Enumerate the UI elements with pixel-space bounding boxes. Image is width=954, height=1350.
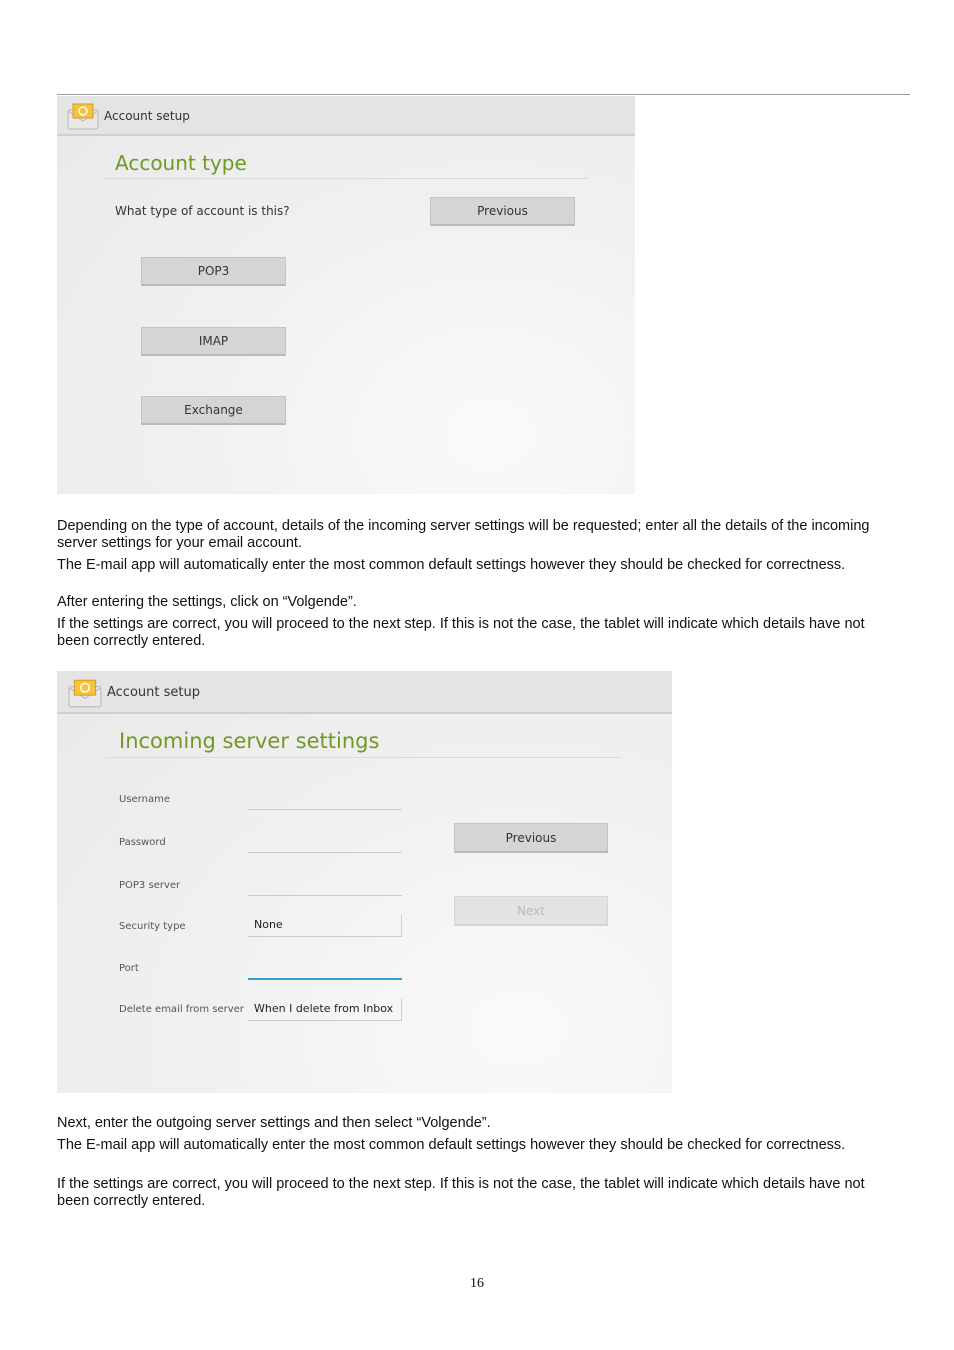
pop3-server-label: POP3 server <box>119 880 181 891</box>
bar-title: Account setup <box>107 685 200 700</box>
previous-button[interactable]: Previous <box>430 197 575 226</box>
incoming-server-screenshot <box>57 671 672 1093</box>
paragraph: If the settings are correct, you will proceed to the next step. If this is not the case, the tablet will indicate which details have not been correctly entered. <box>57 616 865 649</box>
paragraph: Depending on the type of account, details of the incoming server settings will be requested; enter all the details of the incoming server settings for your email account. <box>57 518 870 551</box>
paragraph: The E-mail app will automatically enter the most common default settings however they should be checked for correctness. <box>57 557 846 573</box>
paragraph: If the settings are correct, you will proceed to the next step. If this is not the case, the tablet will indicate which details have not been correctly entered. <box>57 1176 865 1209</box>
port-label: Port <box>119 963 139 974</box>
paragraph: After entering the settings, click on “Volgende”. <box>57 594 357 610</box>
page-number: 16 <box>470 1276 484 1291</box>
exchange-button[interactable]: Exchange <box>141 396 286 425</box>
page-title: Incoming server settings <box>119 729 380 753</box>
username-label: Username <box>119 794 170 805</box>
header-rule <box>57 94 910 95</box>
bar-title: Account setup <box>104 109 190 123</box>
pop3-button[interactable]: POP3 <box>141 257 286 286</box>
account-type-screenshot <box>57 96 635 494</box>
paragraph: The E-mail app will automatically enter the most common default settings however they should be checked for correctness. <box>57 1137 846 1153</box>
paragraph: Next, enter the outgoing server settings and then select “Volgende”. <box>57 1115 491 1131</box>
password-field[interactable] <box>248 831 402 853</box>
imap-button[interactable]: IMAP <box>141 327 286 356</box>
heading-divider <box>102 178 588 179</box>
title-bar <box>57 671 672 714</box>
delete-email-select[interactable]: When I delete from Inbox <box>248 999 402 1021</box>
port-field[interactable] <box>248 958 402 980</box>
password-label: Password <box>119 837 166 848</box>
previous-button[interactable]: Previous <box>454 823 608 853</box>
email-envelope-icon <box>67 102 99 130</box>
next-button[interactable]: Next <box>454 896 608 926</box>
account-type-question: What type of account is this? <box>115 204 290 218</box>
heading-divider <box>106 757 622 758</box>
email-envelope-icon <box>68 678 102 708</box>
pop3-server-field[interactable] <box>248 874 402 896</box>
page-title: Account type <box>115 151 247 175</box>
username-field[interactable] <box>248 788 402 810</box>
security-type-label: Security type <box>119 921 186 932</box>
security-type-select[interactable]: None <box>248 915 402 937</box>
title-bar <box>57 96 635 136</box>
delete-email-label: Delete email from server <box>119 1004 244 1015</box>
